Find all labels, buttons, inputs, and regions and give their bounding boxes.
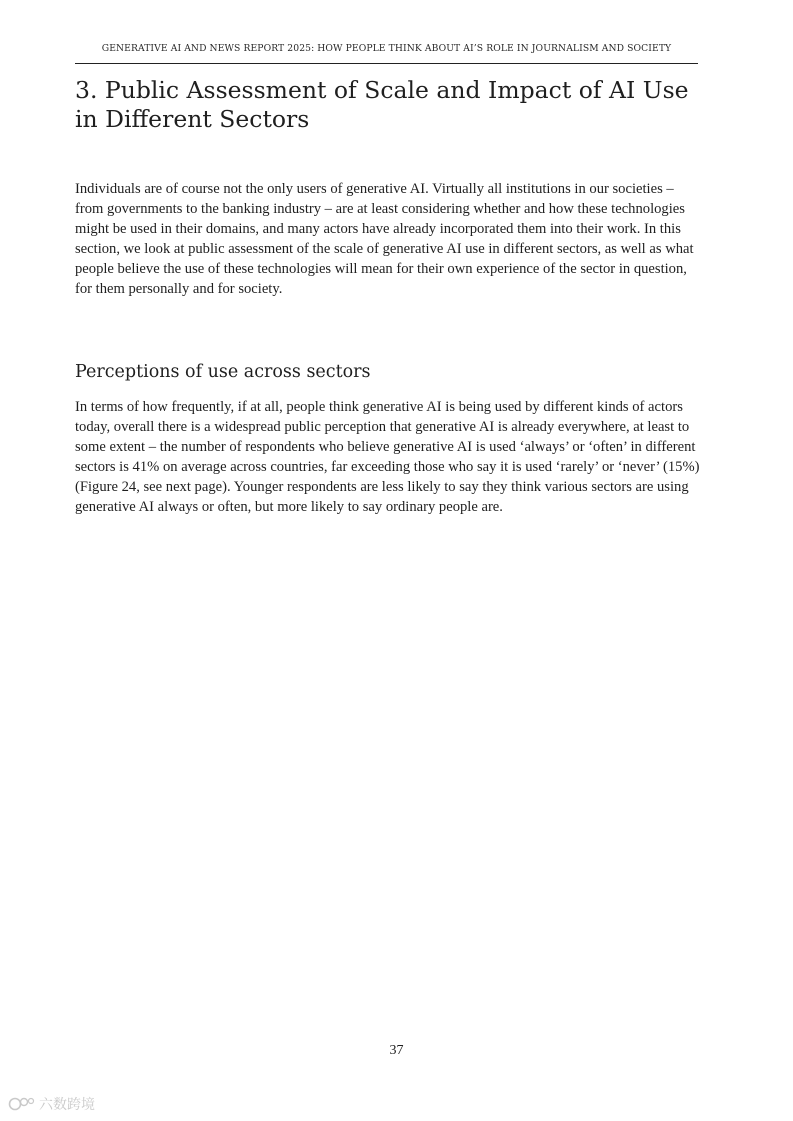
- running-header: GENERATIVE AI AND NEWS REPORT 2025: HOW PEOPLE THINK ABOUT AI’S ROLE IN JOURNALISM AND SOCIETY: [101, 43, 672, 54]
- header-rule: [75, 63, 698, 64]
- watermark: [8, 1094, 95, 1114]
- watermark-text: 六数跨境: [39, 1097, 95, 1113]
- section-title: 3. Public Assessment of Scale and Impact of AI Use in Different Sectors: [75, 76, 689, 133]
- intro-paragraph: Individuals are of course not the only users of generative AI. Virtually all institutions in our societies – from governments to the banking industry – are at least considering whether and how these technologies might be used in their domains, and many actors have already incorporated them into their work. In this section, we look at public assessment of the scale of generative AI use in different sectors, as well as what people believe the use of these technologies will mean for their own experience of the sector in question, for them personally and for society.: [75, 181, 694, 297]
- subsection-heading: Perceptions of use across sectors: [75, 362, 371, 382]
- logo-mark-icon: [8, 1096, 36, 1112]
- page-number: 37: [389, 1043, 404, 1058]
- subsection-paragraph: In terms of how frequently, if at all, people think generative AI is being used by different kinds of actors today, overall there is a widespread public perception that generative AI is already everywhere, at least to some extent – the number of respondents who believe generative AI is used ‘always’ or ‘often’ in different sectors is 41% on average across countries, far exceeding those who say it is used ‘rarely’ or ‘never’ (15%) (Figure 24, see next page). Younger respondents are less likely to say they think various sectors are using generative AI always or often, but more likely to say ordinary people are.: [75, 399, 700, 515]
